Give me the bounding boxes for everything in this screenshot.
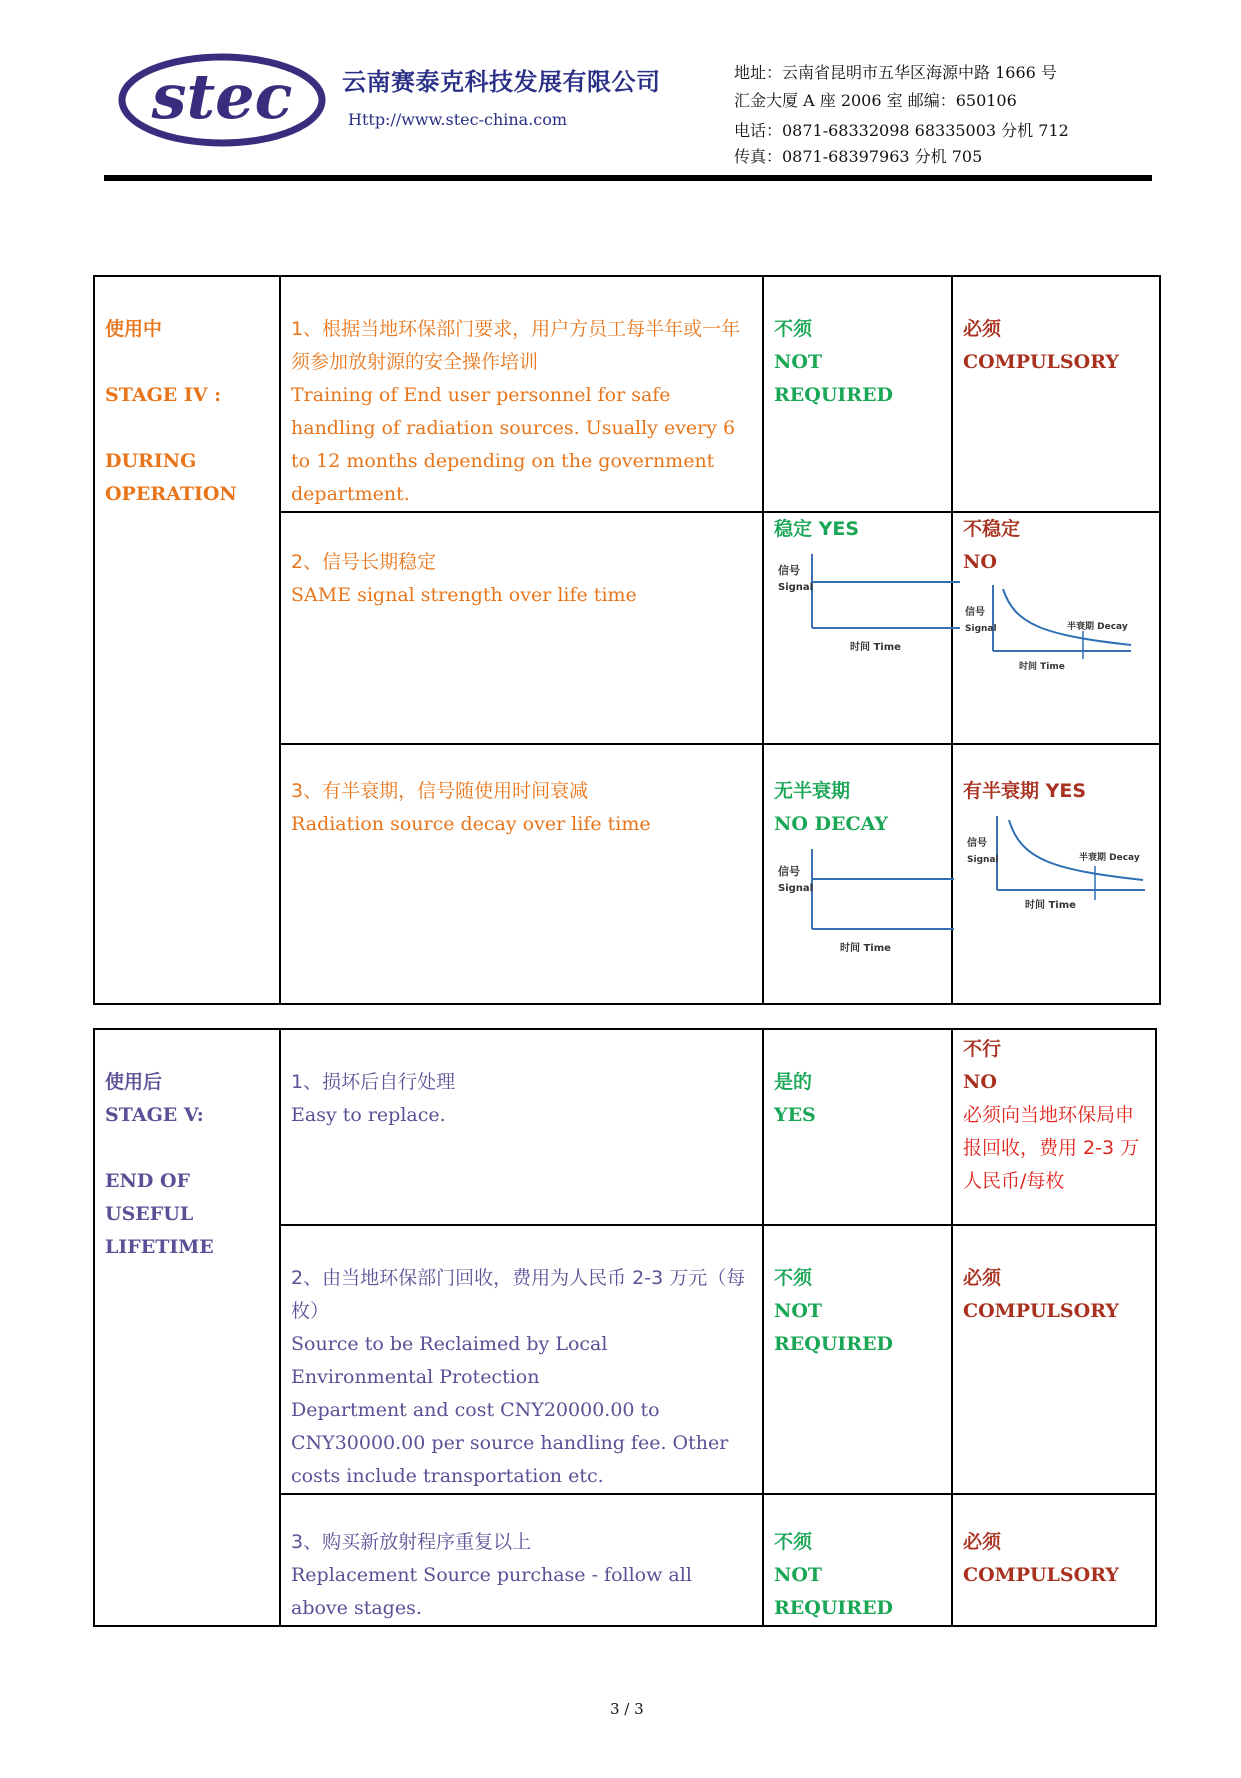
stage4-row3-option-b <box>952 744 1160 1004</box>
option-b-cn: 必须 <box>963 1531 1002 1553</box>
halflife-label: 半衰期 Decay <box>1067 622 1128 632</box>
no-decay-chart <box>774 841 960 961</box>
decay-curve <box>1009 820 1143 880</box>
stage4-row1-option-a <box>763 276 952 512</box>
option-a-en: NOT <box>774 351 823 373</box>
address-line-1: 地址：云南省昆明市五华区海源中路 1666 号 <box>734 63 1057 82</box>
row-desc-en: Training of End user personnel for safe handling of radiation sources. Usually every 6 to 12 months depending on the government department. <box>291 384 736 505</box>
row-desc-en3: Department and cost CNY20000.00 to CNY30000.00 per source handling fee. Other costs include transportation etc. <box>291 1399 729 1487</box>
stage5-table <box>93 1028 1157 1627</box>
option-b-label: 有半衰期 YES <box>963 780 1087 802</box>
page-number: 3 / 3 <box>610 1700 644 1718</box>
option-a-en: NO DECAY <box>774 813 888 835</box>
stage4-label-cell <box>94 276 280 1004</box>
stage4-row1-desc <box>280 276 763 512</box>
stage4-row1-option-b <box>952 276 1160 512</box>
row-desc-cn: 1、根据当地环保部门要求，用户方员工每半年或一年须参加放射源的安全操作培训 <box>291 318 741 373</box>
stage5-row1-desc <box>280 1029 763 1225</box>
stage5-row3-option-b <box>952 1494 1156 1626</box>
stage4-row2-option-a <box>763 512 952 744</box>
option-b-en: COMPULSORY <box>963 351 1119 373</box>
option-a-en2: REQUIRED <box>774 384 894 406</box>
option-a-cn: 不须 <box>774 1531 813 1553</box>
row-desc-cn: 3、购买新放射程序重复以上 <box>291 1531 532 1553</box>
option-a-cn: 是的 <box>774 1071 813 1093</box>
stage5-row2-desc <box>280 1225 763 1494</box>
option-a-en2: REQUIRED <box>774 1333 894 1355</box>
stage5-row2-option-a <box>763 1225 952 1494</box>
option-a-en: NOT <box>774 1564 823 1586</box>
stage4-label-cn: 使用中 <box>105 318 163 340</box>
signal-label-cn: 信号 <box>965 607 985 618</box>
row-desc-cn: 2、信号长期稳定 <box>291 551 437 573</box>
option-b-note: 必须向当地环保局申报回收，费用 2-3 万人民币/每枚 <box>963 1104 1140 1192</box>
option-b-en: NO <box>963 551 997 573</box>
decay-curve <box>1003 589 1131 645</box>
stage5-row1-option-a <box>763 1029 952 1225</box>
option-b-cn: 不行 <box>963 1038 1002 1060</box>
stage4-row3-option-a <box>763 744 952 1004</box>
stage4-row2-option-b <box>952 512 1160 744</box>
row-desc-cn: 2、由当地环保部门回收，费用为人民币 2-3 万元（每枚） <box>291 1267 746 1322</box>
option-b-en: NO <box>963 1071 997 1093</box>
stage5-label-cell <box>94 1029 280 1626</box>
stage5-label-en3: USEFUL <box>105 1203 194 1225</box>
stage5-label-en4: LIFETIME <box>105 1236 214 1258</box>
option-a-en: YES <box>774 1104 816 1126</box>
halflife-label: 半衰期 Decay <box>1079 853 1140 863</box>
stage5-row2-option-b <box>952 1225 1156 1494</box>
fax-line: 传真：0871-68397963 分机 705 <box>734 147 983 166</box>
option-a-cn: 不须 <box>774 1267 813 1289</box>
time-label: 时间 Time <box>840 943 891 954</box>
option-a-cn: 不须 <box>774 318 813 340</box>
signal-label-en: Signal <box>965 624 997 634</box>
option-a-label: 稳定 YES <box>774 518 860 540</box>
stage5-row1-option-b <box>952 1029 1156 1225</box>
stage4-row2-desc <box>280 512 763 744</box>
row-desc-en: SAME signal strength over life time <box>291 584 637 606</box>
stage5-label-en2: END OF <box>105 1170 190 1192</box>
phone-line: 电话：0871-68332098 68335003 分机 712 <box>734 121 1069 140</box>
option-a-cn: 无半衰期 <box>774 780 851 802</box>
option-b-en: COMPULSORY <box>963 1300 1119 1322</box>
stage4-table <box>93 275 1161 1005</box>
stable-signal-chart <box>774 546 960 666</box>
unstable-decay-chart <box>963 579 1149 679</box>
row-desc-en: Radiation source decay over life time <box>291 813 651 835</box>
stage4-row3-desc <box>280 744 763 1004</box>
stec-logo <box>118 52 326 148</box>
time-label: 时间 Time <box>850 642 901 653</box>
option-b-cn: 必须 <box>963 1267 1002 1289</box>
company-name: 云南赛泰克科技发展有限公司 <box>342 68 661 96</box>
signal-label-en: Signal <box>778 883 814 894</box>
row-desc-en1: Source to be Reclaimed by Local <box>291 1333 608 1355</box>
stage4-label-en2: DURING <box>105 450 197 472</box>
svg-text:stec: stec <box>151 60 293 133</box>
time-label: 时间 Time <box>1019 662 1065 672</box>
signal-label-cn: 信号 <box>778 564 800 577</box>
halflife-decay-chart <box>963 808 1149 920</box>
company-website[interactable]: Http://www.stec-china.com <box>348 110 568 129</box>
row-desc-cn: 3、有半衰期，信号随使用时间衰减 <box>291 780 589 802</box>
address-line-2: 汇金大厦 A 座 2006 室 邮编：650106 <box>734 91 1017 110</box>
option-b-cn: 不稳定 <box>963 518 1021 540</box>
stage5-label-en1: STAGE V: <box>105 1104 204 1126</box>
stage5-label-cn: 使用后 <box>105 1071 163 1093</box>
row-desc-en: Easy to replace. <box>291 1104 446 1126</box>
row-desc-en: Replacement Source purchase - follow all above stages. <box>291 1564 692 1619</box>
header-rule <box>104 175 1152 181</box>
option-b-en: COMPULSORY <box>963 1564 1119 1586</box>
row-desc-en2: Environmental Protection <box>291 1366 540 1388</box>
option-a-en2: REQUIRED <box>774 1597 894 1619</box>
stage5-row3-desc <box>280 1494 763 1626</box>
stage4-label-en1: STAGE IV : <box>105 384 222 406</box>
signal-label-cn: 信号 <box>967 838 987 849</box>
row-desc-cn: 1、损坏后自行处理 <box>291 1071 456 1093</box>
signal-label-en: Signal <box>967 855 999 865</box>
signal-label-en: Signal <box>778 582 814 593</box>
stage4-label-en3: OPERATION <box>105 483 237 505</box>
option-a-en: NOT <box>774 1300 823 1322</box>
signal-label-cn: 信号 <box>778 865 800 878</box>
time-label: 时间 Time <box>1025 900 1076 911</box>
stage5-row3-option-a <box>763 1494 952 1626</box>
option-b-cn: 必须 <box>963 318 1002 340</box>
